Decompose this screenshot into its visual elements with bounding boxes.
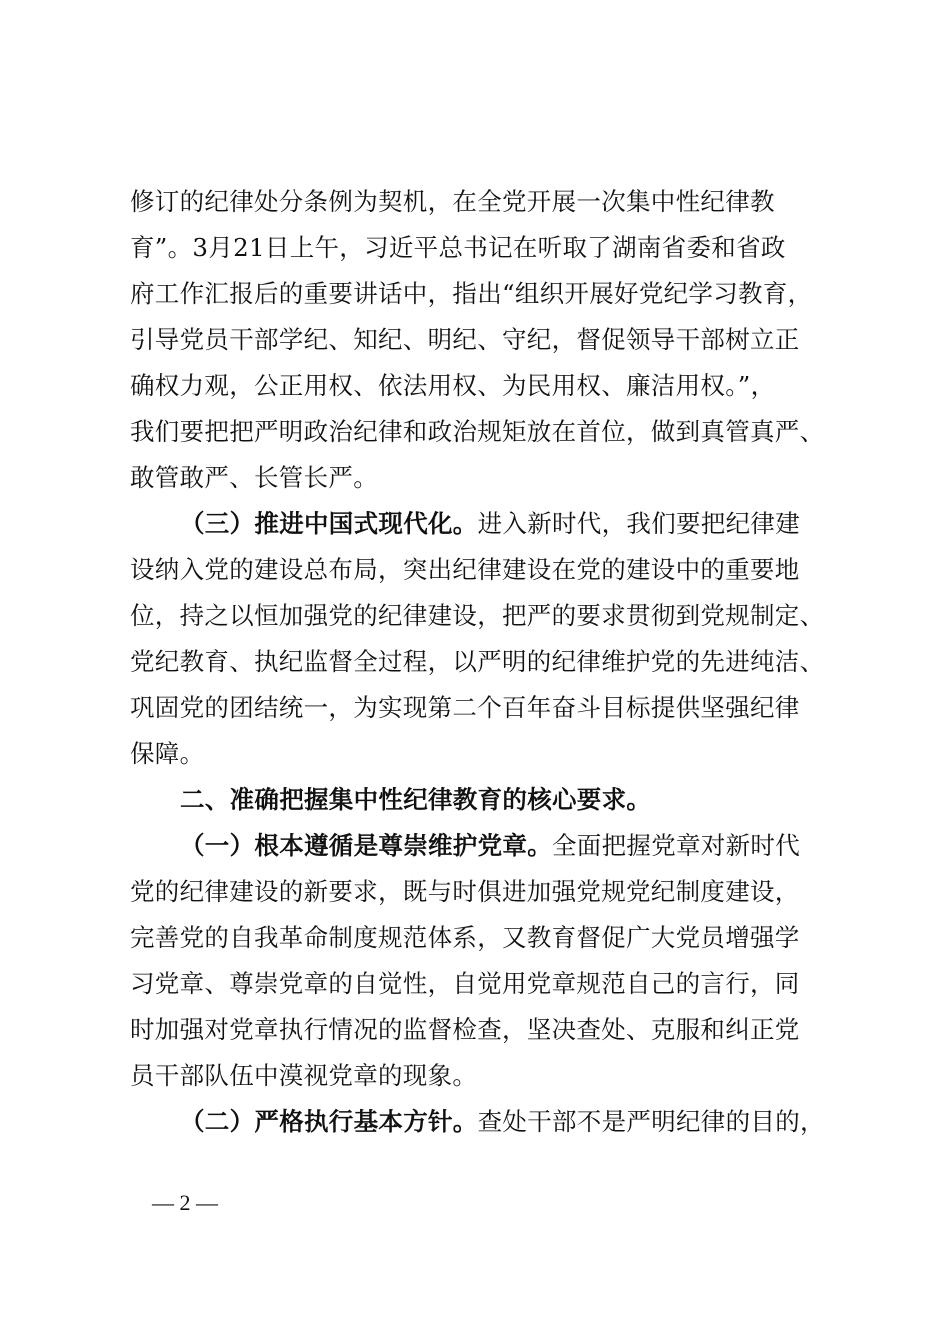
- text-line: 习党章、尊崇党章的自觉性，自觉用党章规范自己的言行，同: [130, 969, 800, 998]
- subsection-one-lead: （一）根本遵循是尊崇维护党章。: [180, 831, 552, 860]
- section-heading: 二、准确把握集中性纪律教育的核心要求。: [180, 785, 652, 814]
- text-line: 设纳入党的建设总布局，突出纪律建设在党的建设中的重要地: [130, 555, 800, 584]
- text-line: 时加强对党章执行情况的监督检查，坚决查处、克服和纠正党: [130, 1015, 800, 1044]
- text-line: 党的纪律建设的新要求，既与时俱进加强党规党纪制度建设，: [130, 877, 800, 906]
- text-line: 位，持之以恒加强党的纪律建设，把严的要求贯彻到党规制定、: [130, 601, 825, 630]
- text-line: 党纪教育、执纪监督全过程，以严明的纪律维护党的先进纯洁、: [130, 647, 825, 676]
- page-number: — 2 —: [152, 1190, 218, 1215]
- text-line: 修订的纪律处分条例为契机，在全党开展一次集中性纪律教: [130, 187, 775, 216]
- subsection-three-line: （三）推进中国式现代化。进入新时代，我们要把纪律建: [180, 509, 801, 538]
- text-line: 员干部队伍中漠视党章的现象。: [130, 1061, 478, 1090]
- text-line: 巩固党的团结统一，为实现第二个百年奋斗目标提供坚强纪律: [130, 693, 800, 722]
- text-line: 确权力观，公正用权、依法用权、为民用权、廉洁用权。”，: [130, 371, 776, 400]
- text-line: 敢管敢严、长管长严。: [130, 463, 378, 492]
- subsection-two-lead: （二）严格执行基本方针。: [180, 1107, 478, 1136]
- subsection-two-line: （二）严格执行基本方针。查处干部不是严明纪律的目的，: [180, 1107, 825, 1136]
- subsection-three-lead: （三）推进中国式现代化。: [180, 509, 478, 538]
- text-line: 我们要把把严明政治纪律和政治规矩放在首位，做到真管真严、: [130, 417, 825, 446]
- text-line: 保障。: [130, 739, 205, 768]
- text-line: 完善党的自我革命制度规范体系，又教育督促广大党员增强学: [130, 923, 800, 952]
- subsection-one-line: （一）根本遵循是尊崇维护党章。全面把握党章对新时代: [180, 831, 800, 860]
- text-line: 府工作汇报后的重要讲话中，指出“组织开展好党纪学习教育，: [130, 279, 813, 308]
- text-line: 引导党员干部学纪、知纪、明纪、守纪，督促领导干部树立正: [130, 325, 800, 354]
- text-line: 育”。3月21日上午，习近平总书记在听取了湖南省委和省政: [130, 233, 786, 262]
